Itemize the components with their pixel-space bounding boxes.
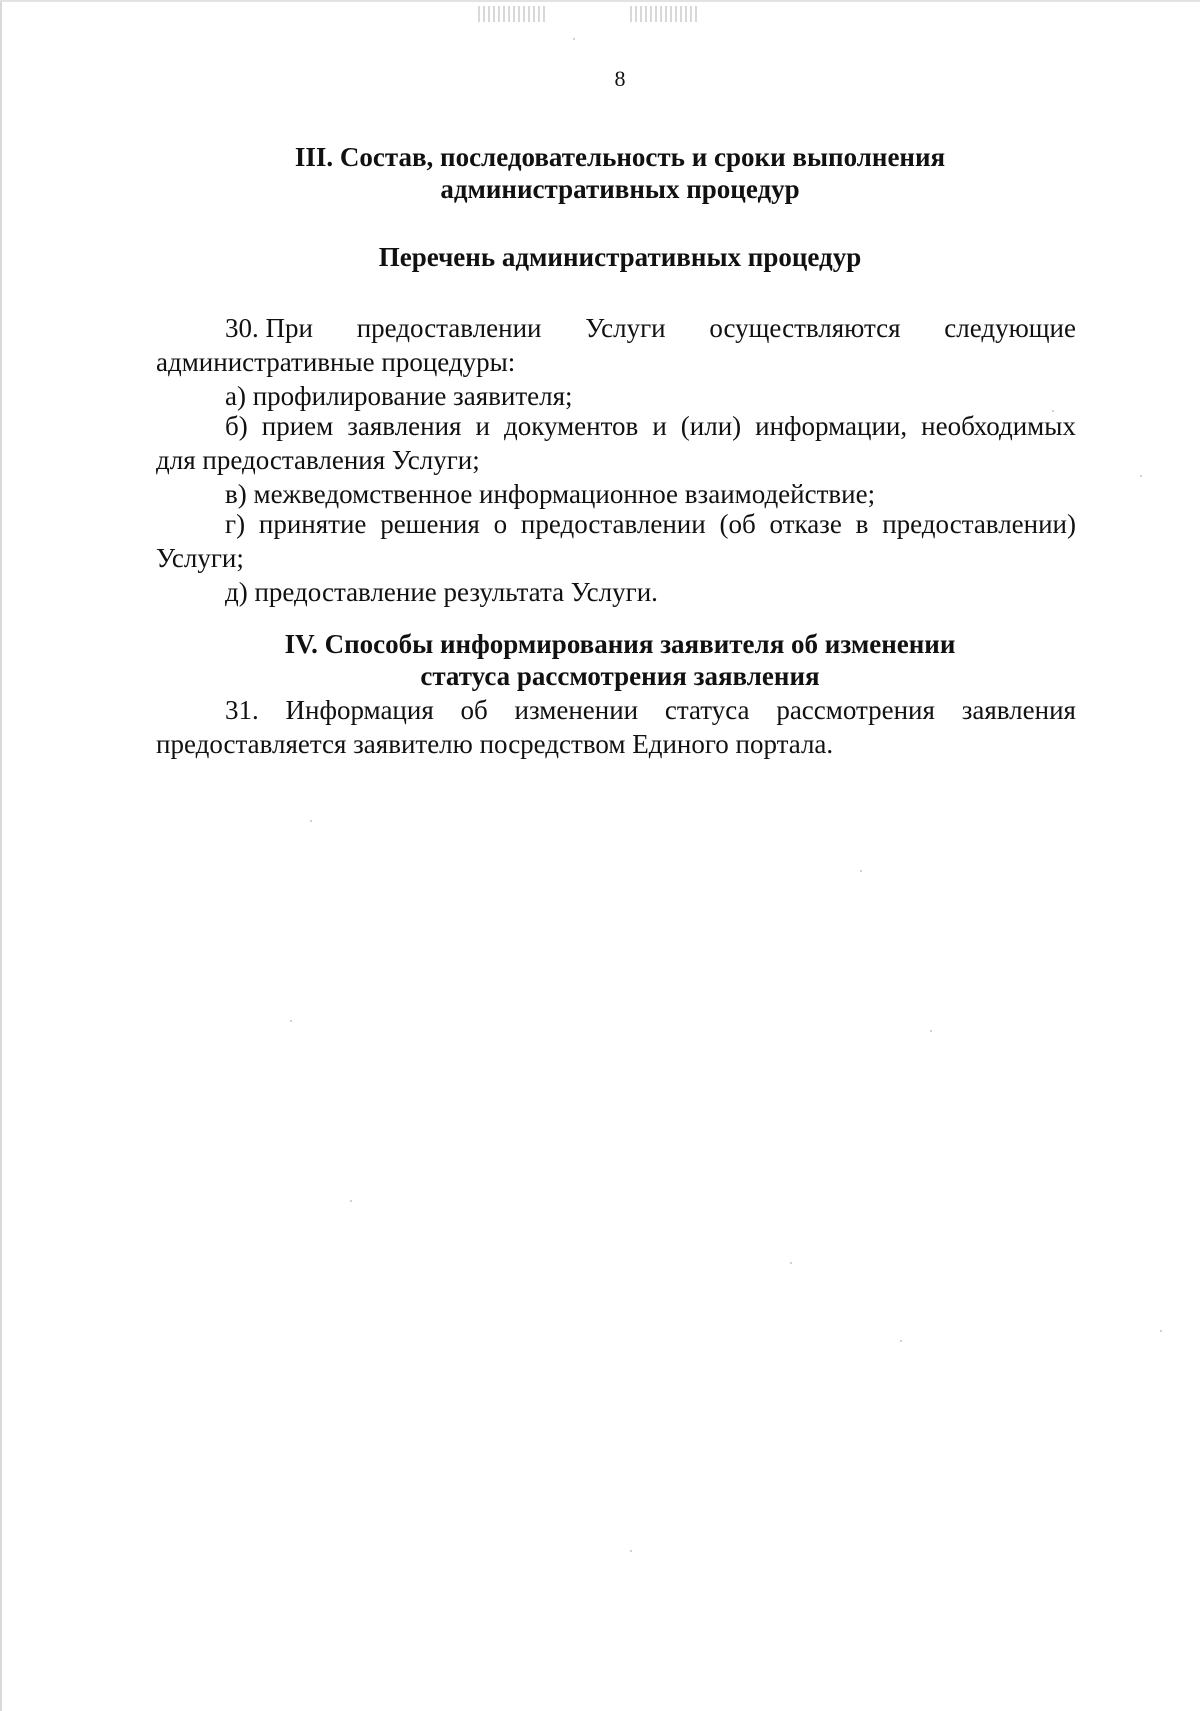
paragraph-31-line-2: предоставляется заявителю посредством Единого портала. — [156, 729, 834, 759]
list-item-b-line-1 — [225, 410, 1076, 442]
scan-speck — [790, 1262, 792, 1264]
word: (об — [719, 509, 756, 539]
scan-speck — [930, 1030, 932, 1032]
word: и — [475, 411, 490, 441]
scan-artifact-mark — [478, 6, 548, 22]
list-item-a: а) профилирование заявителя; — [225, 381, 573, 411]
word: принятие — [258, 509, 367, 539]
word: заявления — [347, 411, 462, 441]
word: заявления — [961, 695, 1076, 725]
word: решения — [380, 509, 480, 539]
word: осуществляются — [709, 313, 901, 343]
word: прием — [261, 411, 334, 441]
word: г) — [225, 509, 246, 539]
word: предоставлении) — [882, 509, 1076, 539]
section-3-heading-line-1: III. Состав, последовательность и сроки выполнения — [294, 142, 946, 172]
scan-speck — [860, 870, 862, 872]
word: б) — [225, 411, 248, 441]
list-item-e: д) предоставление результата Услуги. — [225, 577, 658, 607]
list-item-c: в) межведомственное информационное взаимодействие; — [225, 479, 876, 509]
word: 30. При — [225, 313, 313, 343]
word: рассмотрения — [776, 695, 935, 725]
scan-speck — [630, 1550, 632, 1552]
word: изменении — [514, 695, 639, 725]
scan-speck — [573, 38, 575, 40]
word: 31. — [225, 695, 259, 725]
word: и — [652, 411, 667, 441]
word: (или) — [680, 411, 742, 441]
scan-speck — [290, 1020, 292, 1022]
scan-speck — [1140, 475, 1142, 477]
paragraph-31-line-1 — [225, 694, 1076, 726]
section-3-heading — [220, 141, 1020, 205]
scan-edge-left — [0, 0, 2, 1711]
word: статуса — [664, 695, 750, 725]
paragraph-30-line-2: административные процедуры: — [156, 347, 516, 377]
word: Информация — [285, 695, 434, 725]
page-number: 8 — [614, 66, 626, 91]
scan-speck — [310, 820, 312, 822]
word: необходимых — [921, 411, 1076, 441]
procedures-list-heading: Перечень административных процедур — [378, 242, 862, 272]
scan-speck — [1160, 1330, 1162, 1332]
section-3-heading-line-2: административных процедур — [440, 174, 800, 204]
scan-edge-top — [0, 0, 1200, 2]
word: предоставлении — [520, 509, 706, 539]
word: о — [493, 509, 508, 539]
word: предоставлении — [356, 313, 542, 343]
scan-speck — [350, 1200, 352, 1202]
word: информации, — [755, 411, 908, 441]
list-item-b-line-2: для предоставления Услуги; — [156, 445, 480, 475]
list-item-d-line-1 — [225, 508, 1076, 540]
paragraph-30-line-1 — [225, 312, 1076, 344]
word: в — [855, 509, 869, 539]
section-4-heading-line-1: IV. Способы информирования заявителя об изменении — [284, 629, 956, 659]
word: документов — [503, 411, 639, 441]
scan-artifact-mark — [630, 6, 700, 22]
list-item-d-line-2: Услуги; — [156, 543, 244, 573]
word: Услуги — [585, 313, 666, 343]
word: следующие — [944, 313, 1076, 343]
word: об — [460, 695, 488, 725]
word: отказе — [769, 509, 842, 539]
scan-speck — [900, 1340, 902, 1342]
section-4-heading — [220, 628, 1020, 692]
section-4-heading-line-2: статуса рассмотрения заявления — [420, 661, 820, 691]
